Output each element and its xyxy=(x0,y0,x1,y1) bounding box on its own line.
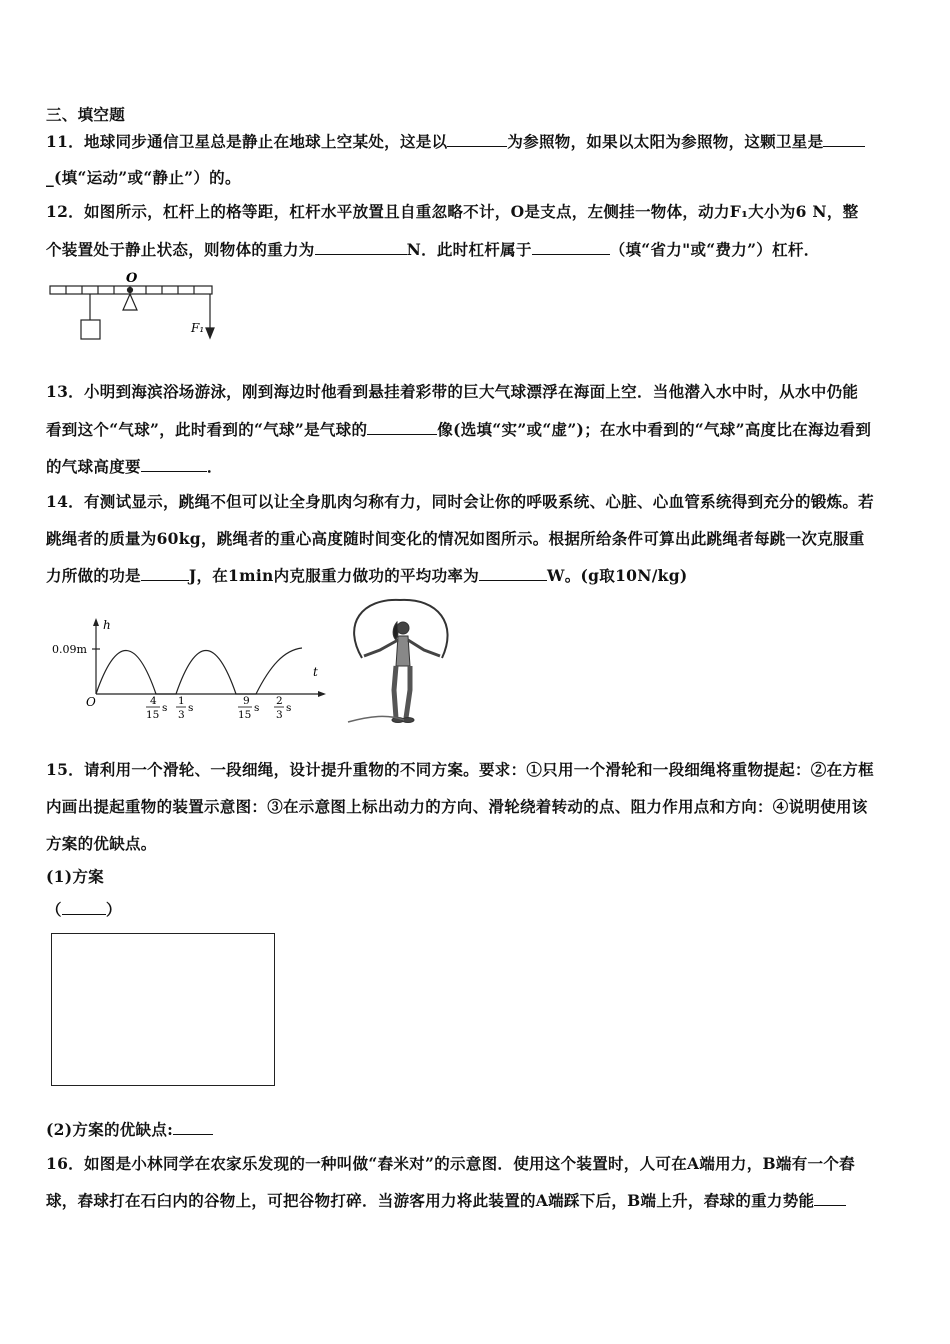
svg-text:s: s xyxy=(188,702,194,714)
q15-drawing-box[interactable] xyxy=(51,933,275,1086)
q15-line2: 内画出提起重物的装置示意图：③在示意图上标出动力的方向、滑轮绕着转动的点、阻力作用点和方向：④说明使用该 xyxy=(46,797,868,816)
q15-part1-answer xyxy=(46,898,122,920)
svg-text:2: 2 xyxy=(276,695,283,707)
q12-text-c: （填“省力"或“费力”）杠杆． xyxy=(609,240,820,259)
jumper-figure xyxy=(364,622,440,723)
hanging-weight xyxy=(81,294,100,339)
q15-part2-label xyxy=(46,1118,213,1140)
svg-text:9: 9 xyxy=(243,695,250,707)
q13-text-a: 看到这个“气球”，此时看到的“气球”是气球的 xyxy=(46,420,368,439)
svg-text:15: 15 xyxy=(146,709,160,721)
pivot-label: O xyxy=(126,271,138,286)
q16-line1: 16．如图是小林同学在农家乐发现的一种叫做“舂米对”的示意图．使用这个装置时，人可在A端用力，B端有一个舂 xyxy=(46,1154,855,1173)
svg-text:3: 3 xyxy=(276,709,283,721)
force-arrow xyxy=(206,294,214,338)
q13-blank-2[interactable] xyxy=(141,457,207,472)
q15-blank-2[interactable] xyxy=(173,1120,213,1135)
q14-line3 xyxy=(46,564,688,586)
y-value-label: 0.09m xyxy=(52,643,87,656)
q14-line2: 跳绳者的质量为60kg，跳绳者的重心高度随时间变化的情况如图所示。根据所给条件可算出此跳绳者每跳一次克服重 xyxy=(46,529,865,548)
q14-line1: 14．有测试显示，跳绳不但可以让全身肌肉匀称有力，同时会让你的呼吸系统、心脏、心血管系统得到充分的锻炼。若 xyxy=(46,492,874,511)
svg-text:3: 3 xyxy=(178,709,185,721)
q12-line1: 12．如图所示，杠杆上的格等距，杠杆水平放置且自重忽略不计，O是支点，左侧挂一物体，动力F₁大小为6 N，整 xyxy=(46,202,859,221)
svg-text:s: s xyxy=(254,702,260,714)
tick-2-3 xyxy=(274,695,291,721)
q12-line2 xyxy=(46,238,820,260)
q11-blank-1[interactable] xyxy=(447,132,507,147)
q11-text-b: 为参照物，如果以太阳为参照物，这颗卫星是 xyxy=(507,132,824,151)
height-curve xyxy=(96,648,302,694)
svg-text:s: s xyxy=(162,702,168,714)
svg-text:s: s xyxy=(286,702,292,714)
force-label: F₁ xyxy=(191,321,205,335)
q12-text-b: N．此时杠杆属于 xyxy=(406,240,532,259)
y-axis-label: h xyxy=(103,618,111,632)
svg-text:4: 4 xyxy=(150,695,157,707)
q16-line2 xyxy=(46,1189,846,1211)
q14-blank-2[interactable] xyxy=(479,566,547,581)
q15-paren-open: （ xyxy=(46,900,62,919)
q13-line1: 13．小明到海滨浴场游泳，刚到海边时他看到悬挂着彩带的巨大气球漂浮在海面上空．当他潜入水中时，从水中仍能 xyxy=(46,382,859,401)
q12-text-a: 个装置处于静止状态，则物体的重力为 xyxy=(46,240,315,259)
q12-blank-1[interactable] xyxy=(315,240,407,255)
q16-blank-1[interactable] xyxy=(814,1191,846,1206)
q12-blank-2[interactable] xyxy=(532,240,610,255)
q16-text: 球，舂球打在石臼内的谷物上，可把谷物打碎．当游客用力将此装置的A端踩下后，B端上升，舂球的重力势能 xyxy=(46,1191,815,1210)
q15-paren-close: ） xyxy=(105,900,122,919)
q14-text-a: 力所做的功是 xyxy=(46,566,141,585)
q11-text-a: 11．地球同步通信卫星总是静止在地球上空某处，这是以 xyxy=(46,132,448,151)
q11-line1 xyxy=(46,130,865,152)
q14-text-b: J，在1min内克服重力做功的平均功率为 xyxy=(188,566,479,585)
q15-line1: 15．请利用一个滑轮、一段细绳，设计提升重物的不同方案。要求：①只用一个滑轮和一段细绳将重物提起：②在方框 xyxy=(46,760,874,779)
tick-9-15 xyxy=(238,695,259,721)
q13-text-d: ． xyxy=(206,457,223,476)
rope-jumper-illustration xyxy=(340,594,460,730)
tick-4-15 xyxy=(146,695,167,721)
origin-label: O xyxy=(86,695,96,709)
q15-line3: 方案的优缺点。 xyxy=(46,834,157,853)
q13-line3 xyxy=(46,455,223,477)
q11-blank-2[interactable] xyxy=(823,132,865,147)
svg-text:1: 1 xyxy=(178,695,185,707)
q13-text-c: 的气球高度要 xyxy=(46,457,141,476)
q11-line2: _(填“运动”或“静止”）的。 xyxy=(46,168,241,187)
svg-text:15: 15 xyxy=(238,709,252,721)
q14-text-c: W。(g取10N/kg) xyxy=(547,566,688,585)
q15-part2-text: (2)方案的优缺点: xyxy=(46,1120,174,1139)
height-time-graph xyxy=(48,614,338,730)
tick-1-3 xyxy=(176,695,193,721)
x-axis-label: t xyxy=(313,665,318,679)
pivot-support xyxy=(123,288,137,311)
q13-blank-1[interactable] xyxy=(367,420,437,435)
section-title: 三、填空题 xyxy=(46,105,126,124)
q13-text-b: 像(选填“实”或“虚”)；在水中看到的“气球”高度比在海边看到 xyxy=(437,420,872,439)
lever-figure xyxy=(44,268,224,344)
q13-line2 xyxy=(46,418,871,440)
q15-part1-label: (1)方案 xyxy=(46,867,104,886)
q14-blank-1[interactable] xyxy=(141,566,189,581)
q15-blank-1[interactable] xyxy=(62,900,106,915)
